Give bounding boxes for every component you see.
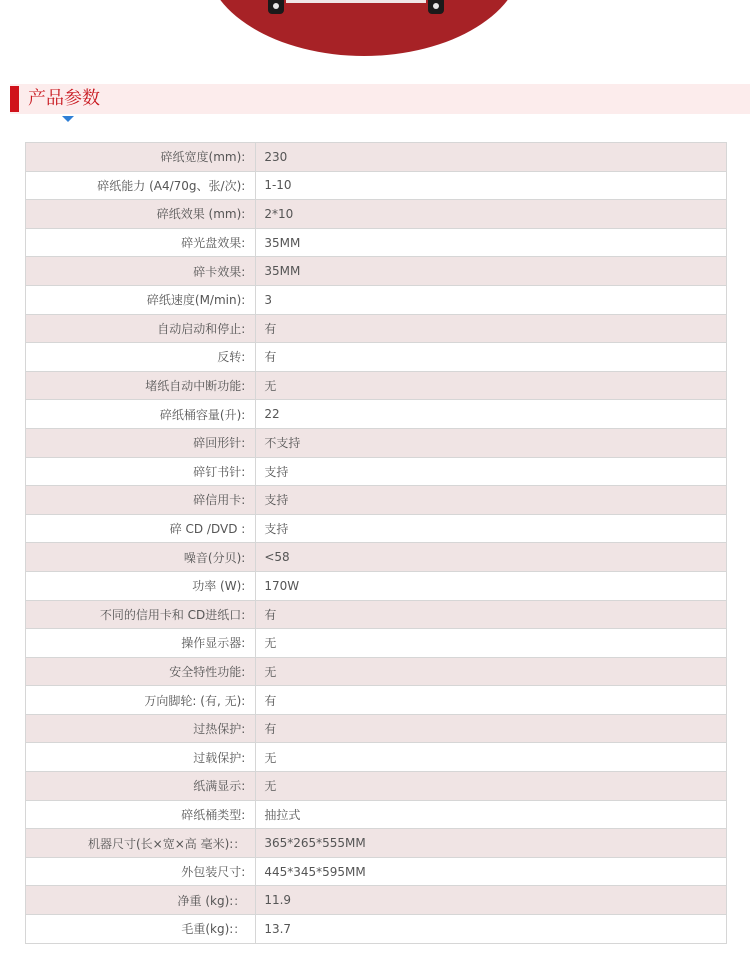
spec-row [26, 143, 727, 172]
spec-value: 有 [256, 600, 727, 629]
spec-row [26, 285, 727, 314]
spec-row [26, 200, 727, 229]
spec-label: 不同的信用卡和 CD进纸口: [26, 600, 256, 629]
spec-row [26, 657, 727, 686]
spec-label: 碎 CD /DVD : [26, 514, 256, 543]
spec-row [26, 457, 727, 486]
spec-value: 有 [256, 343, 727, 372]
spec-row [26, 228, 727, 257]
spec-value: 22 [256, 400, 727, 429]
section-header [10, 84, 750, 114]
spec-value: 170W [256, 571, 727, 600]
spec-value: 有 [256, 686, 727, 715]
section-title: 产品参数 [28, 88, 100, 109]
spec-value: 支持 [256, 514, 727, 543]
spec-row [26, 629, 727, 658]
spec-value: 1-10 [256, 171, 727, 200]
spec-value: <58 [256, 543, 727, 572]
spec-value: 13.7 [256, 915, 727, 944]
spec-value: 11.9 [256, 886, 727, 915]
spec-value: 抽拉式 [256, 800, 727, 829]
spec-value: 230 [256, 143, 727, 172]
spec-row [26, 371, 727, 400]
spec-row [26, 257, 727, 286]
spec-value: 2*10 [256, 200, 727, 229]
spec-label: 净重 (kg):： [26, 886, 256, 915]
spec-row [26, 543, 727, 572]
spec-value: 有 [256, 314, 727, 343]
spec-value: 无 [256, 371, 727, 400]
spec-label: 碎回形针: [26, 428, 256, 457]
spec-table [25, 142, 727, 944]
section-arrow-icon [62, 116, 74, 122]
spec-label: 碎钉书针: [26, 457, 256, 486]
spec-row [26, 829, 727, 858]
spec-label: 机器尺寸(长×宽×高 毫米):： [26, 829, 256, 858]
spec-value: 有 [256, 714, 727, 743]
red-product-disc [205, 0, 523, 56]
spec-value: 无 [256, 629, 727, 658]
spec-row [26, 686, 727, 715]
spec-value: 35MM [256, 228, 727, 257]
spec-label: 万向脚轮: (有, 无): [26, 686, 256, 715]
spec-row [26, 857, 727, 886]
spec-label: 碎纸速度(M/min): [26, 285, 256, 314]
spec-row [26, 714, 727, 743]
spec-row [26, 743, 727, 772]
spec-label: 操作显示器: [26, 629, 256, 658]
spec-row [26, 486, 727, 515]
spec-label: 外包装尺寸: [26, 857, 256, 886]
spec-label: 碎卡效果: [26, 257, 256, 286]
spec-label: 功率 (W): [26, 571, 256, 600]
spec-label: 碎纸效果 (mm): [26, 200, 256, 229]
spec-label: 过载保护: [26, 743, 256, 772]
spec-label: 碎纸桶类型: [26, 800, 256, 829]
spec-row [26, 314, 727, 343]
spec-label: 自动启动和停止: [26, 314, 256, 343]
spec-row [26, 171, 727, 200]
spec-label: 安全特性功能: [26, 657, 256, 686]
spec-value: 支持 [256, 457, 727, 486]
spec-label: 纸满显示: [26, 772, 256, 801]
spec-value: 不支持 [256, 428, 727, 457]
spec-row [26, 514, 727, 543]
product-hero-image [0, 0, 750, 70]
section-accent-bar [10, 86, 19, 112]
spec-row [26, 400, 727, 429]
spec-label: 堵纸自动中断功能: [26, 371, 256, 400]
spec-label: 过热保护: [26, 714, 256, 743]
spec-table-body [26, 143, 727, 944]
spec-value: 365*265*555MM [256, 829, 727, 858]
spec-value: 3 [256, 285, 727, 314]
spec-label: 噪音(分贝): [26, 543, 256, 572]
spec-row [26, 428, 727, 457]
spec-value: 35MM [256, 257, 727, 286]
caster-wheel-right [428, 0, 444, 14]
spec-label: 碎纸宽度(mm): [26, 143, 256, 172]
spec-label: 碎光盘效果: [26, 228, 256, 257]
spec-value: 445*345*595MM [256, 857, 727, 886]
spec-row [26, 772, 727, 801]
spec-value: 无 [256, 772, 727, 801]
shredder-base-bar [286, 0, 426, 3]
spec-row [26, 915, 727, 944]
spec-label: 反转: [26, 343, 256, 372]
spec-label: 碎纸桶容量(升): [26, 400, 256, 429]
spec-row [26, 343, 727, 372]
spec-value: 无 [256, 743, 727, 772]
spec-value: 无 [256, 657, 727, 686]
spec-row [26, 886, 727, 915]
spec-label: 毛重(kg):： [26, 915, 256, 944]
spec-row [26, 800, 727, 829]
spec-value: 支持 [256, 486, 727, 515]
spec-row [26, 600, 727, 629]
caster-wheel-left [268, 0, 284, 14]
spec-label: 碎纸能力 (A4/70g、张/次): [26, 171, 256, 200]
spec-label: 碎信用卡: [26, 486, 256, 515]
spec-row [26, 571, 727, 600]
